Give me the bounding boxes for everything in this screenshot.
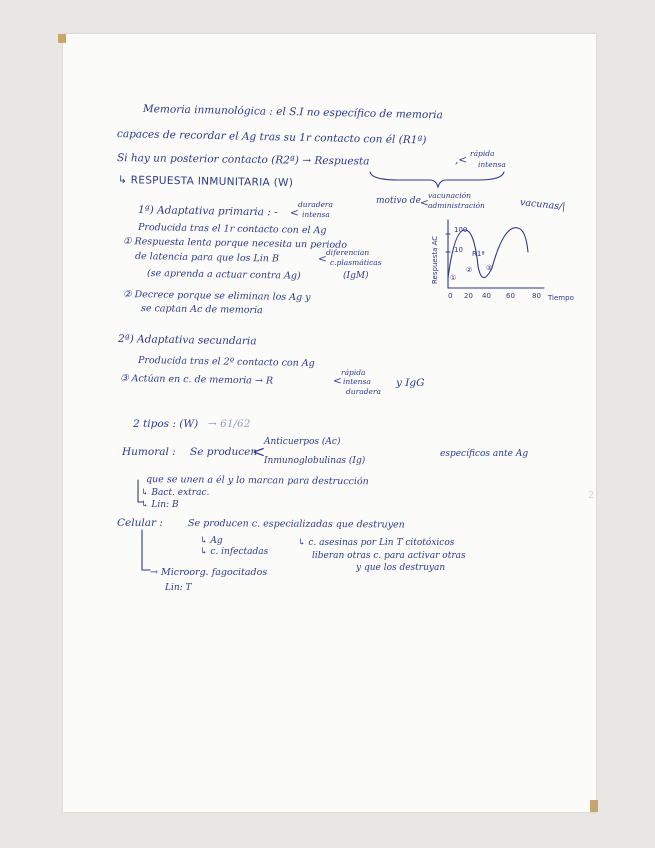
paper-corner-mark	[590, 800, 598, 812]
graph-x-tick: 60	[506, 292, 515, 300]
memoria-line-1: Memoria inmunológica : el S.I no específico de memoria	[142, 103, 443, 122]
celular-sub-item: liberan otras c. para activar otras	[312, 551, 466, 561]
primaria-point-2b: se captan Ac de memoria	[140, 303, 263, 317]
brace-symbol: <	[333, 375, 342, 387]
primaria-producida: Producida tras el 1r contacto con el Ag	[137, 222, 327, 237]
brace-symbol: <	[420, 197, 429, 209]
bracket-line-icon	[132, 478, 144, 508]
primaria-point-1a: ① Respuesta lenta porque necesita un periodo	[122, 236, 348, 251]
motivo-option: vacunación	[428, 191, 471, 200]
motivo-label: motivo de	[376, 196, 421, 206]
vacunas-label: vacunas/|	[519, 197, 566, 213]
brace-symbol: <	[318, 253, 327, 265]
memoria-option: rápida	[470, 149, 495, 158]
primaria-point-1b: de latencia para que los Lin B	[134, 251, 280, 265]
graph-y-tick: 10	[454, 246, 463, 254]
igg-label: y IgG	[396, 377, 425, 389]
celular-sub-item: ↳ Ag	[200, 536, 223, 546]
secundaria-option: intensa	[343, 377, 371, 386]
underbrace-icon	[368, 170, 508, 190]
humoral-sub-item: ↳ Bact. extrac.	[141, 488, 210, 498]
memoria-option: intensa	[478, 160, 506, 169]
secundaria-producida: Producida tras el 2º contacto con Ag	[137, 355, 315, 370]
graph-y-tick: 100	[454, 226, 468, 234]
primaria-option: intensa	[302, 210, 330, 219]
igm-label: (IgM)	[343, 271, 369, 281]
brace-symbol: <	[290, 207, 299, 219]
graph-x-tick: 0	[448, 292, 453, 300]
celular-text: Se producen c. especializadas que destruyen	[187, 518, 405, 531]
memoria-line-3: Si hay un posterior contacto (R2ª) → Respuesta	[116, 152, 370, 168]
primaria-title: 1ª) Adaptativa primaria : -	[137, 204, 278, 219]
humoral-option: Inmunoglobulinas (Ig)	[264, 456, 366, 466]
celular-sub-item: y que los destruyan	[356, 563, 446, 573]
tipos-label: 2 tipos : (W)	[133, 418, 199, 430]
celular-sub-item: → Microorg. fagocitados	[150, 567, 268, 578]
response-graph	[426, 212, 586, 312]
primaria-point-option: c.plasmáticas	[330, 258, 382, 267]
graph-marker: ③	[486, 264, 493, 272]
humoral-option: Anticuerpos (Ac)	[264, 437, 341, 447]
bleed-through-mark: 2	[588, 490, 595, 501]
primaria-point-2a: ② Decrece porque se eliminan los Ag y	[122, 289, 311, 304]
section-heading: ↳ RESPUESTA INMUNITARIA (W)	[117, 174, 294, 190]
graph-peak-label: R1ª	[472, 250, 485, 258]
humoral-text: Se producen	[190, 446, 258, 458]
secundaria-point-3: ③ Actúan en c. de memoria → R	[119, 373, 274, 387]
humoral-label: Humoral :	[122, 446, 176, 458]
bracket-line-icon	[136, 528, 156, 578]
secundaria-title: 2ª) Adaptativa secundaria	[117, 333, 257, 348]
secundaria-option: duradera	[346, 387, 381, 396]
tipos-faint-note: → 61/62	[208, 418, 251, 430]
brace-symbol: <	[252, 442, 266, 461]
motivo-option: administración	[428, 201, 485, 210]
celular-label: Celular :	[117, 517, 163, 529]
graph-x-label: Tiempo	[548, 294, 574, 302]
graph-x-tick: 20	[464, 292, 473, 300]
graph-marker: ①	[450, 274, 457, 282]
celular-sub-item: Lin: T	[165, 583, 192, 593]
secundaria-option: rápida	[341, 368, 366, 377]
primaria-option: duradera	[298, 200, 333, 209]
graph-x-tick: 80	[532, 292, 541, 300]
primaria-point-option: diferencian	[326, 248, 370, 257]
graph-y-label: Respuesta AC	[431, 235, 439, 284]
graph-x-tick: 40	[482, 292, 491, 300]
celular-sub-item: ↳ c. infectadas	[200, 547, 269, 557]
brace-symbol: ,<	[455, 154, 468, 166]
memoria-line-2: capaces de recordar el Ag tras su 1r contacto con él (R1ª)	[116, 128, 427, 147]
paper-corner-mark	[58, 34, 66, 43]
humoral-sub-item: ↳ Lin: B	[141, 500, 179, 510]
humoral-line-2: que se unen a él y lo marcan para destrucción	[145, 474, 369, 488]
celular-sub-item: ↳ c. asesinas por Lin T citotóxicos	[298, 538, 455, 548]
graph-marker: ②	[466, 266, 473, 274]
primaria-point-1c: (se aprenda a actuar contra Ag)	[146, 268, 301, 282]
humoral-after: específicos ante Ag	[440, 449, 529, 459]
